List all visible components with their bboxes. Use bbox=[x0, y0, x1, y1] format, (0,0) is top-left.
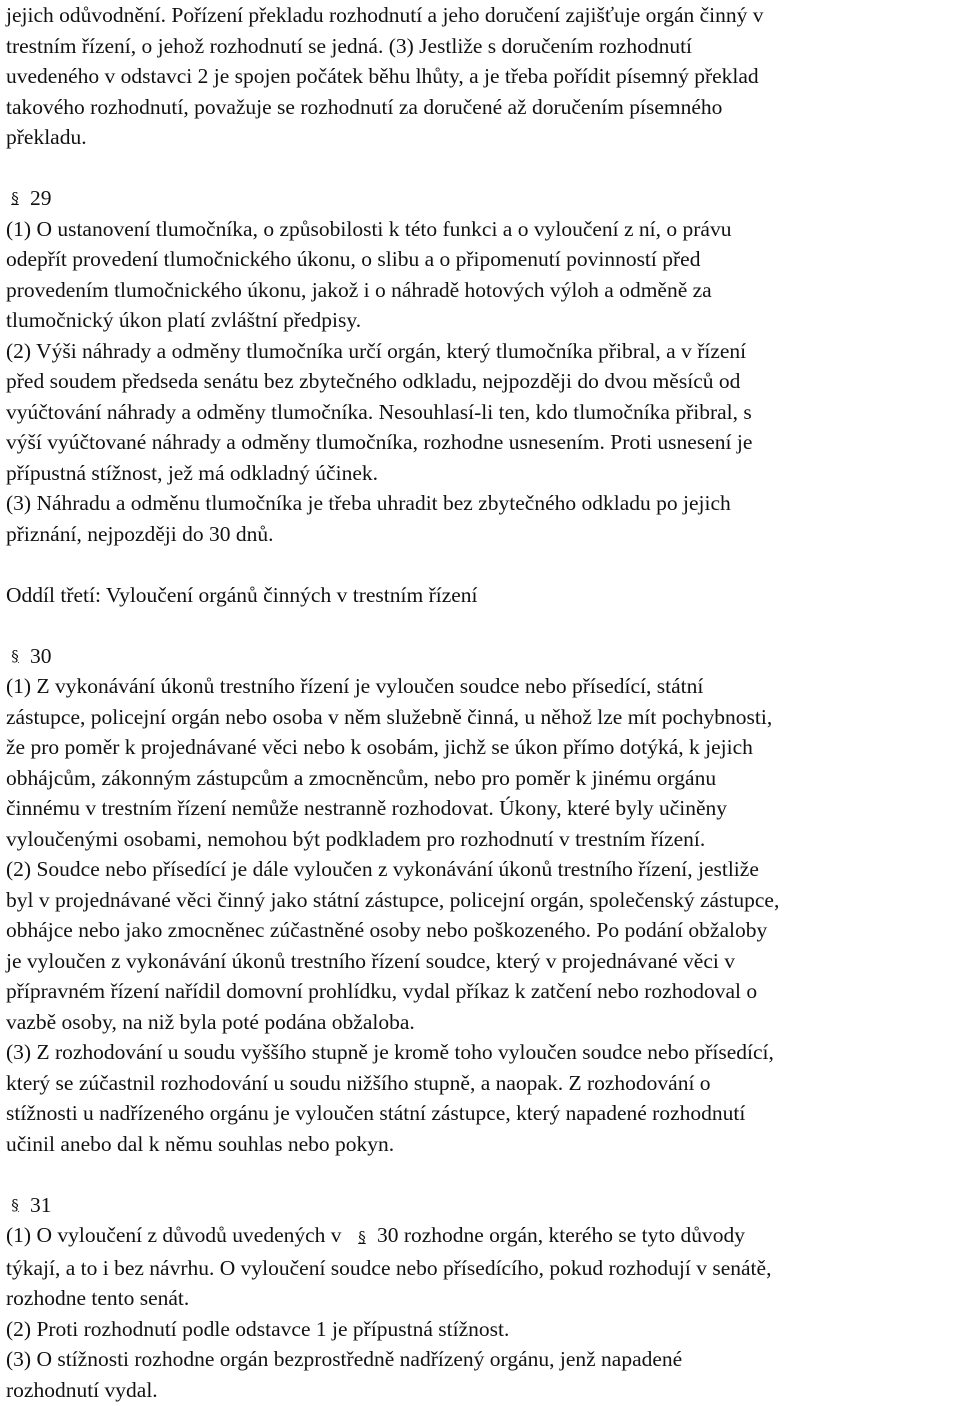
text-line: (2) Soudce nebo přísedící je dále vyloučen z vykonávání úkonů trestního řízení, jestliže bbox=[6, 857, 759, 881]
section-heading bbox=[6, 183, 956, 214]
text-fragment: rozhodne orgán, kterého se tyto důvody bbox=[403, 1223, 745, 1247]
text-line: činnému v trestním řízení nemůže nestranně rozhodovat. Úkony, které byly učiněny bbox=[6, 796, 728, 820]
text-line: před soudem předseda senátu bez zbytečného odkladu, nejpozději do dvou měsíců od bbox=[6, 369, 741, 393]
section-number: 30 bbox=[30, 643, 52, 668]
section-sign-icon: § bbox=[11, 646, 19, 665]
text-line: (2) Proti rozhodnutí podle odstavce 1 je přípustná stížnost. bbox=[6, 1316, 510, 1341]
text-line: že pro poměr k projednávané věci nebo k osobám, jichž se úkon přímo dotýká, k jejich bbox=[6, 735, 753, 759]
section-sign-icon: § bbox=[11, 189, 19, 207]
text-line: odepřít provedení tlumočnického úkonu, o slibu a o připomenutí povinností před bbox=[6, 247, 701, 271]
text-line: provedením tlumočnického úkonu, jakož i o náhradě hotových výloh a odměně za bbox=[6, 277, 712, 302]
section-number: 31 bbox=[30, 1192, 52, 1217]
text-line: (3) Z rozhodování u soudu vyššího stupně je kromě toho vyloučen soudce nebo přísedící, bbox=[6, 1040, 774, 1064]
text-line: uvedeného v odstavci 2 je spojen počátek běhu lhůty, a je třeba pořídit písemný překlad bbox=[6, 64, 759, 88]
text-line: (1) O ustanovení tlumočníka, o způsobilosti k této funkci a o vyloučení z ní, o právu bbox=[6, 216, 732, 241]
section-heading bbox=[6, 641, 956, 672]
intro-paragraph bbox=[6, 0, 956, 153]
text-line: týkají, a to i bez návrhu. O vyloučení soudce nebo přísedícího, pokud rozhodují v senátě, bbox=[6, 1255, 772, 1280]
spacer bbox=[6, 549, 956, 580]
text-line: jejich odůvodnění. Pořízení překladu rozhodnutí a jeho doručení zajišťuje orgán činný v bbox=[6, 3, 764, 27]
section-number: 29 bbox=[30, 186, 52, 210]
spacer bbox=[6, 610, 956, 641]
text-line: vyloučenými osobami, nemohou být podkladem pro rozhodnutí v trestním řízení. bbox=[6, 826, 706, 851]
text-line: tlumočnický úkon platí zvláštní předpisy. bbox=[6, 308, 362, 332]
text-line: překladu. bbox=[6, 125, 87, 149]
text-line: přípustná stížnost, jež má odkladný účinek. bbox=[6, 460, 378, 485]
spacer bbox=[6, 153, 956, 184]
section-sign-icon: § bbox=[11, 1195, 19, 1214]
text-line: stížnosti u nadřízeného orgánu je vyloučen státní zástupce, který napadené rozhodnutí bbox=[6, 1101, 746, 1125]
text-line: vyúčtování náhrady a odměny tlumočníka. Nesouhlasí-li ten, kdo tlumočníka přibral, s bbox=[6, 399, 752, 424]
spacer bbox=[6, 1159, 956, 1190]
text-line: učinil anebo dal k němu souhlas nebo pokyn. bbox=[6, 1131, 395, 1156]
text-line: přiznání, nejpozději do 30 dnů. bbox=[6, 521, 274, 546]
text-line: vazbě osoby, na niž byla poté podána obžaloba. bbox=[6, 1009, 415, 1034]
text-line: přípravném řízení nařídil domovní prohlídku, vydal příkaz k zatčení nebo rozhodoval o bbox=[6, 979, 758, 1003]
text-line: byl v projednávané věci činný jako státní zástupce, policejní orgán, společenský zástupce, bbox=[6, 887, 780, 912]
text-line: takového rozhodnutí, považuje se rozhodnutí za doručené až doručením písemného bbox=[6, 94, 723, 119]
text-line-with-reference bbox=[6, 1220, 956, 1253]
section-30 bbox=[6, 641, 956, 1160]
text-line: (3) O stížnosti rozhodne orgán bezprostředně nadřízený orgánu, jenž napadené bbox=[6, 1347, 683, 1371]
text-line: (1) Z vykonávání úkonů trestního řízení je vyloučen soudce nebo přísedící, státní bbox=[6, 674, 704, 698]
text-line: obhájce nebo jako zmocněnec zúčastněné osoby nebo poškozeného. Po podání obžaloby bbox=[6, 918, 768, 942]
text-line: obhájcům, zákonným zástupcům a zmocněncům, nebo pro poměr k jinému orgánu bbox=[6, 765, 717, 790]
text-line: rozhodne tento senát. bbox=[6, 1286, 190, 1310]
section-reference-number: 30 bbox=[376, 1223, 399, 1247]
text-line: který se zúčastnil rozhodování u soudu nižšího stupně, a naopak. Z rozhodování o bbox=[6, 1070, 711, 1095]
section-31 bbox=[6, 1190, 956, 1406]
section-29 bbox=[6, 183, 956, 549]
text-line: je vyloučen z vykonávání úkonů trestního řízení soudce, který v projednávané věci v bbox=[6, 948, 735, 973]
division-heading: Oddíl třetí: Vyloučení orgánů činných v trestním řízení bbox=[6, 582, 478, 607]
text-line: (3) Náhradu a odměnu tlumočníka je třeba uhradit bez zbytečného odkladu po jejich bbox=[6, 491, 731, 515]
text-fragment: (1) O vyloučení z důvodů uvedených v bbox=[6, 1223, 342, 1247]
section-sign-icon: § bbox=[358, 1228, 366, 1246]
section-heading bbox=[6, 1190, 956, 1221]
text-line: trestním řízení, o jehož rozhodnutí se jedná. (3) Jestliže s doručením rozhodnutí bbox=[6, 33, 693, 58]
text-line: (2) Výši náhrady a odměny tlumočníka určí orgán, který tlumočníka přibral, a v řízení bbox=[6, 338, 747, 363]
text-line: zástupce, policejní orgán nebo osoba v něm služebně činná, u něhož lze mít pochybnosti, bbox=[6, 704, 773, 729]
document-page bbox=[6, 0, 956, 1405]
text-line: rozhodnutí vydal. bbox=[6, 1377, 158, 1402]
text-line: výší vyúčtované náhrady a odměny tlumočníka, rozhodne usnesením. Proti usnesení je bbox=[6, 430, 753, 454]
